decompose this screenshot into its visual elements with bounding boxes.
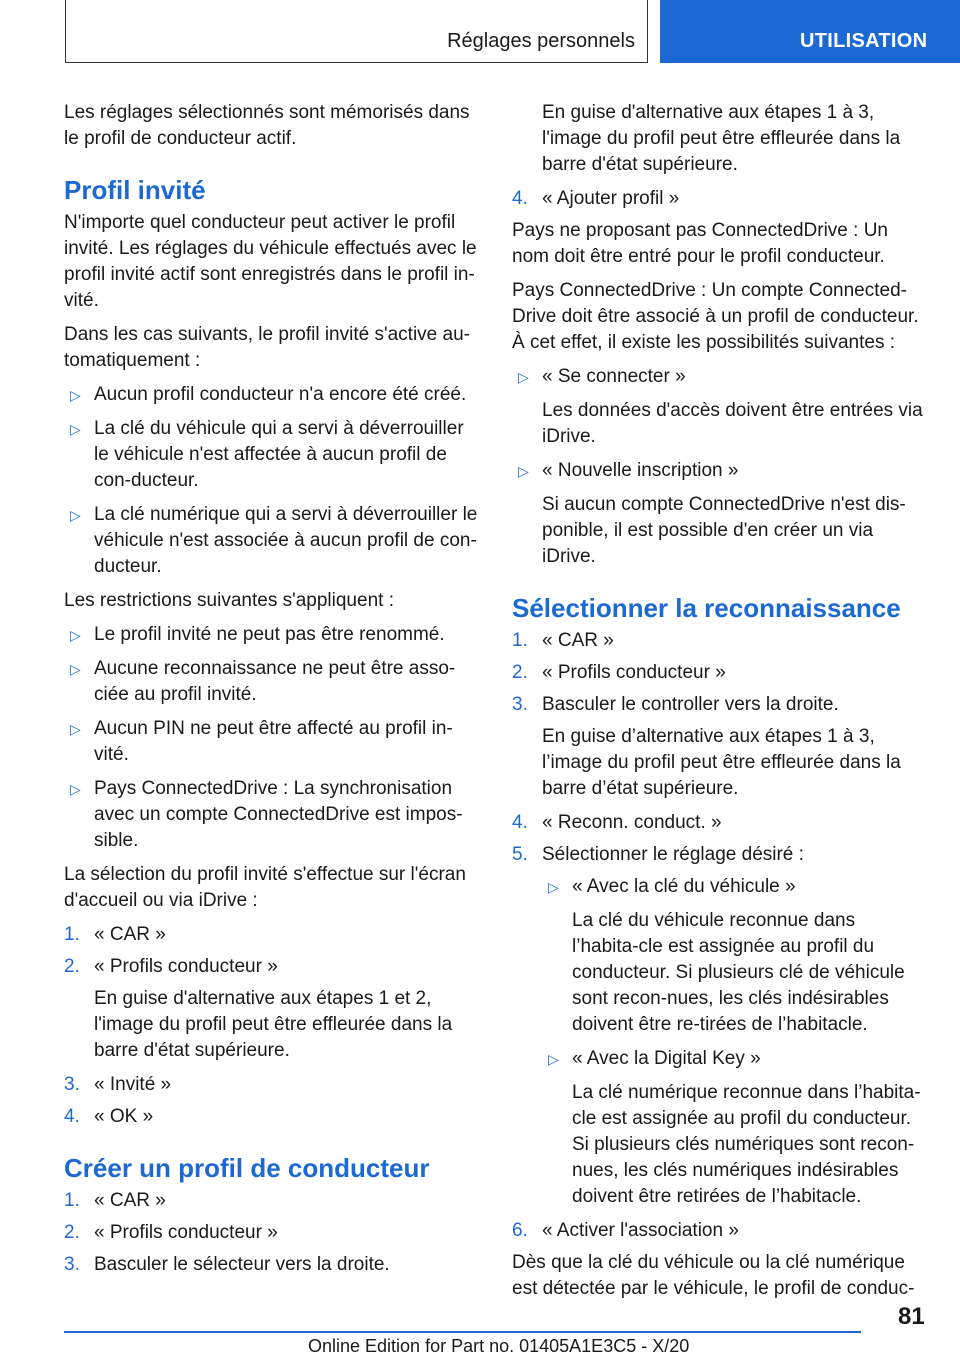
- option-note: Les données d'accès doivent être entrées via iDrive.: [542, 400, 923, 447]
- triangle-bullet-icon: ▷: [518, 369, 529, 385]
- paragraph: La sélection du profil invité s'effectue sur l'écran d'accueil ou via iDrive :: [64, 864, 466, 911]
- step-note: En guise d'alternative aux étapes 1 et 2, l'image du profil peut être effleurée dans la barre d'état supérieure.: [94, 988, 453, 1061]
- step-note: En guise d'alternative aux étapes 1 à 3, l'image du profil peut être effleurée dans la barre d'état supérieure.: [542, 102, 901, 175]
- heading-guest-profile: Profil invité: [64, 175, 206, 205]
- footer-divider: [64, 1331, 861, 1333]
- list-item: ▷ « Se connecter »: [512, 364, 926, 390]
- list-item: ▷ La clé du véhicule qui a servi à déverrouiller le véhicule n'est affectée à aucun profil de con‐ducteur.: [70, 418, 464, 491]
- step-item: 2. « Profils conducteur »: [64, 1222, 278, 1243]
- step-item: 3. Basculer le controller vers la droite.: [512, 694, 839, 715]
- list-item: ▷ Aucun PIN ne peut être affecté au profil in‐vité.: [70, 718, 453, 765]
- paragraph: Les restrictions suivantes s'appliquent :: [64, 590, 394, 611]
- right-column: [512, 100, 926, 1310]
- left-column: [64, 100, 479, 1284]
- paragraph: Pays ne proposant pas ConnectedDrive : Un nom doit être entré pour le profil conducteur.: [512, 220, 888, 267]
- sub-option-item: ▷ « Avec la clé du véhicule »: [512, 874, 926, 900]
- list-item: ▷ Aucun profil conducteur n'a encore été créé.: [64, 382, 479, 408]
- step-item: 4. « Reconn. conduct. »: [512, 812, 722, 833]
- paragraph: Pays ConnectedDrive : Un compte Connected‐Drive doit être associé à un profil de conducteur. À cet effet, il existe les possibilités suivantes :: [512, 280, 919, 353]
- sub-option-item: ▷ « Avec la Digital Key »: [512, 1046, 926, 1072]
- step-item: 4. « OK »: [64, 1106, 154, 1127]
- triangle-bullet-icon: ▷: [70, 781, 81, 797]
- header-section-title: Réglages personnels: [447, 30, 635, 52]
- step-item: 2. « Profils conducteur »: [64, 956, 278, 977]
- sub-option-note: La clé numérique reconnue dans l’habita‐cle est assignée au profil du conducteur. Si plusieurs clés numériques sont recon‐nues, les clés numériques indésirables doivent être retirées de l’habitacle.: [572, 1082, 921, 1207]
- step-item: 2. « Profils conducteur »: [512, 662, 726, 683]
- step-item: 6. « Activer l'association »: [512, 1220, 739, 1241]
- list-item: ▷ La clé numérique qui a servi à déverrouiller le véhicule n'est associée à aucun profil de con‐ducteur.: [70, 504, 478, 577]
- step-item: 3. Basculer le sélecteur vers la droite.: [64, 1254, 390, 1275]
- triangle-bullet-icon: ▷: [518, 463, 529, 479]
- list-item: ▷ Le profil invité ne peut pas être renommé.: [64, 622, 479, 648]
- list-item: ▷ Aucune reconnaissance ne peut être asso‐ciée au profil invité.: [70, 658, 456, 705]
- step-item: 3. « Invité »: [64, 1074, 172, 1095]
- triangle-bullet-icon: ▷: [70, 661, 81, 677]
- option-note: Si aucun compte ConnectedDrive n'est dis‐ponible, il est possible d'en créer un via iDrive.: [542, 494, 906, 567]
- list-item: ▷ Pays ConnectedDrive : La synchronisation avec un compte ConnectedDrive est impos‐sible.: [70, 778, 463, 851]
- step-item: 1. « CAR »: [64, 924, 166, 945]
- triangle-bullet-icon: ▷: [548, 879, 559, 895]
- paragraph: Les réglages sélectionnés sont mémorisés dans le profil de conducteur actif.: [64, 102, 470, 149]
- step-note: En guise d’alternative aux étapes 1 à 3, l’image du profil peut être effleurée dans la barre d’état supérieure.: [542, 726, 901, 799]
- triangle-bullet-icon: ▷: [548, 1051, 559, 1067]
- triangle-bullet-icon: ▷: [70, 387, 81, 403]
- step-item: 5. Sélectionner le réglage désiré :: [512, 844, 804, 865]
- page-number: 81: [898, 1303, 925, 1330]
- step-item: 1. « CAR »: [64, 1190, 166, 1211]
- paragraph: Dès que la clé du véhicule ou la clé numérique est détectée par le véhicule, le profil de conduc‐: [512, 1252, 915, 1299]
- step-item: 4. « Ajouter profil »: [512, 188, 680, 209]
- step-item: 1. « CAR »: [512, 630, 614, 651]
- header-section-box: [65, 0, 648, 63]
- heading-select-recognition: Sélectionner la reconnaissance: [512, 593, 901, 623]
- footer-edition: Online Edition for Part no. 01405A1E3C5 - X/20: [308, 1336, 690, 1356]
- triangle-bullet-icon: ▷: [70, 421, 81, 437]
- triangle-bullet-icon: ▷: [70, 721, 81, 737]
- triangle-bullet-icon: ▷: [70, 507, 81, 523]
- paragraph: N'importe quel conducteur peut activer le profil invité. Les réglages du véhicule effectués avec le profil invité actif sont enregistrés dans le profil in‐vité.: [64, 212, 477, 311]
- header-chapter-tab: UTILISATION: [660, 0, 960, 63]
- list-item: ▷ « Nouvelle inscription »: [512, 458, 926, 484]
- triangle-bullet-icon: ▷: [70, 627, 81, 643]
- paragraph: Dans les cas suivants, le profil invité s'active au‐tomatiquement :: [64, 324, 470, 371]
- heading-create-profile: Créer un profil de conducteur: [64, 1153, 430, 1183]
- sub-option-note: La clé du véhicule reconnue dans l’habita‐cle est assignée au profil du conducteur. Si plusieurs clé de véhicule sont recon‐nues, les clés indésirables doivent être re‐tirées de l’habitacle.: [572, 910, 905, 1035]
